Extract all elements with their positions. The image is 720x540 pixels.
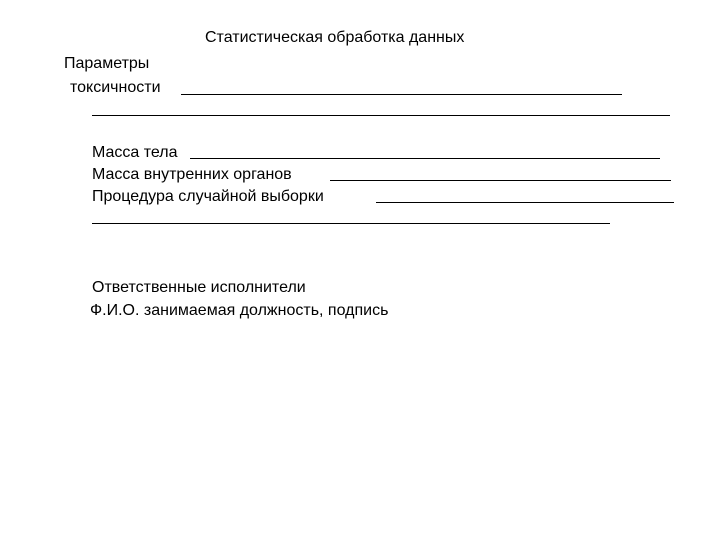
organ-mass-label: Масса внутренних органов xyxy=(92,166,292,183)
params-extra-blank-line xyxy=(92,115,670,116)
params-label-line2: токсичности xyxy=(70,79,161,96)
body-mass-label: Масса тела xyxy=(92,144,178,161)
random-sampling-blank-line xyxy=(376,202,674,203)
responsible-details: Ф.И.О. занимаемая должность, подпись xyxy=(90,302,389,319)
document-title: Статистическая обработка данных xyxy=(205,29,465,46)
params-toxicity-blank-line xyxy=(181,94,622,95)
responsible-heading: Ответственные исполнители xyxy=(92,279,306,296)
params-label-line1: Параметры xyxy=(64,55,150,72)
random-sampling-label: Процедура случайной выборки xyxy=(92,188,324,205)
sampling-extra-blank-line xyxy=(92,223,610,224)
organ-mass-blank-line xyxy=(330,180,671,181)
body-mass-blank-line xyxy=(190,158,660,159)
